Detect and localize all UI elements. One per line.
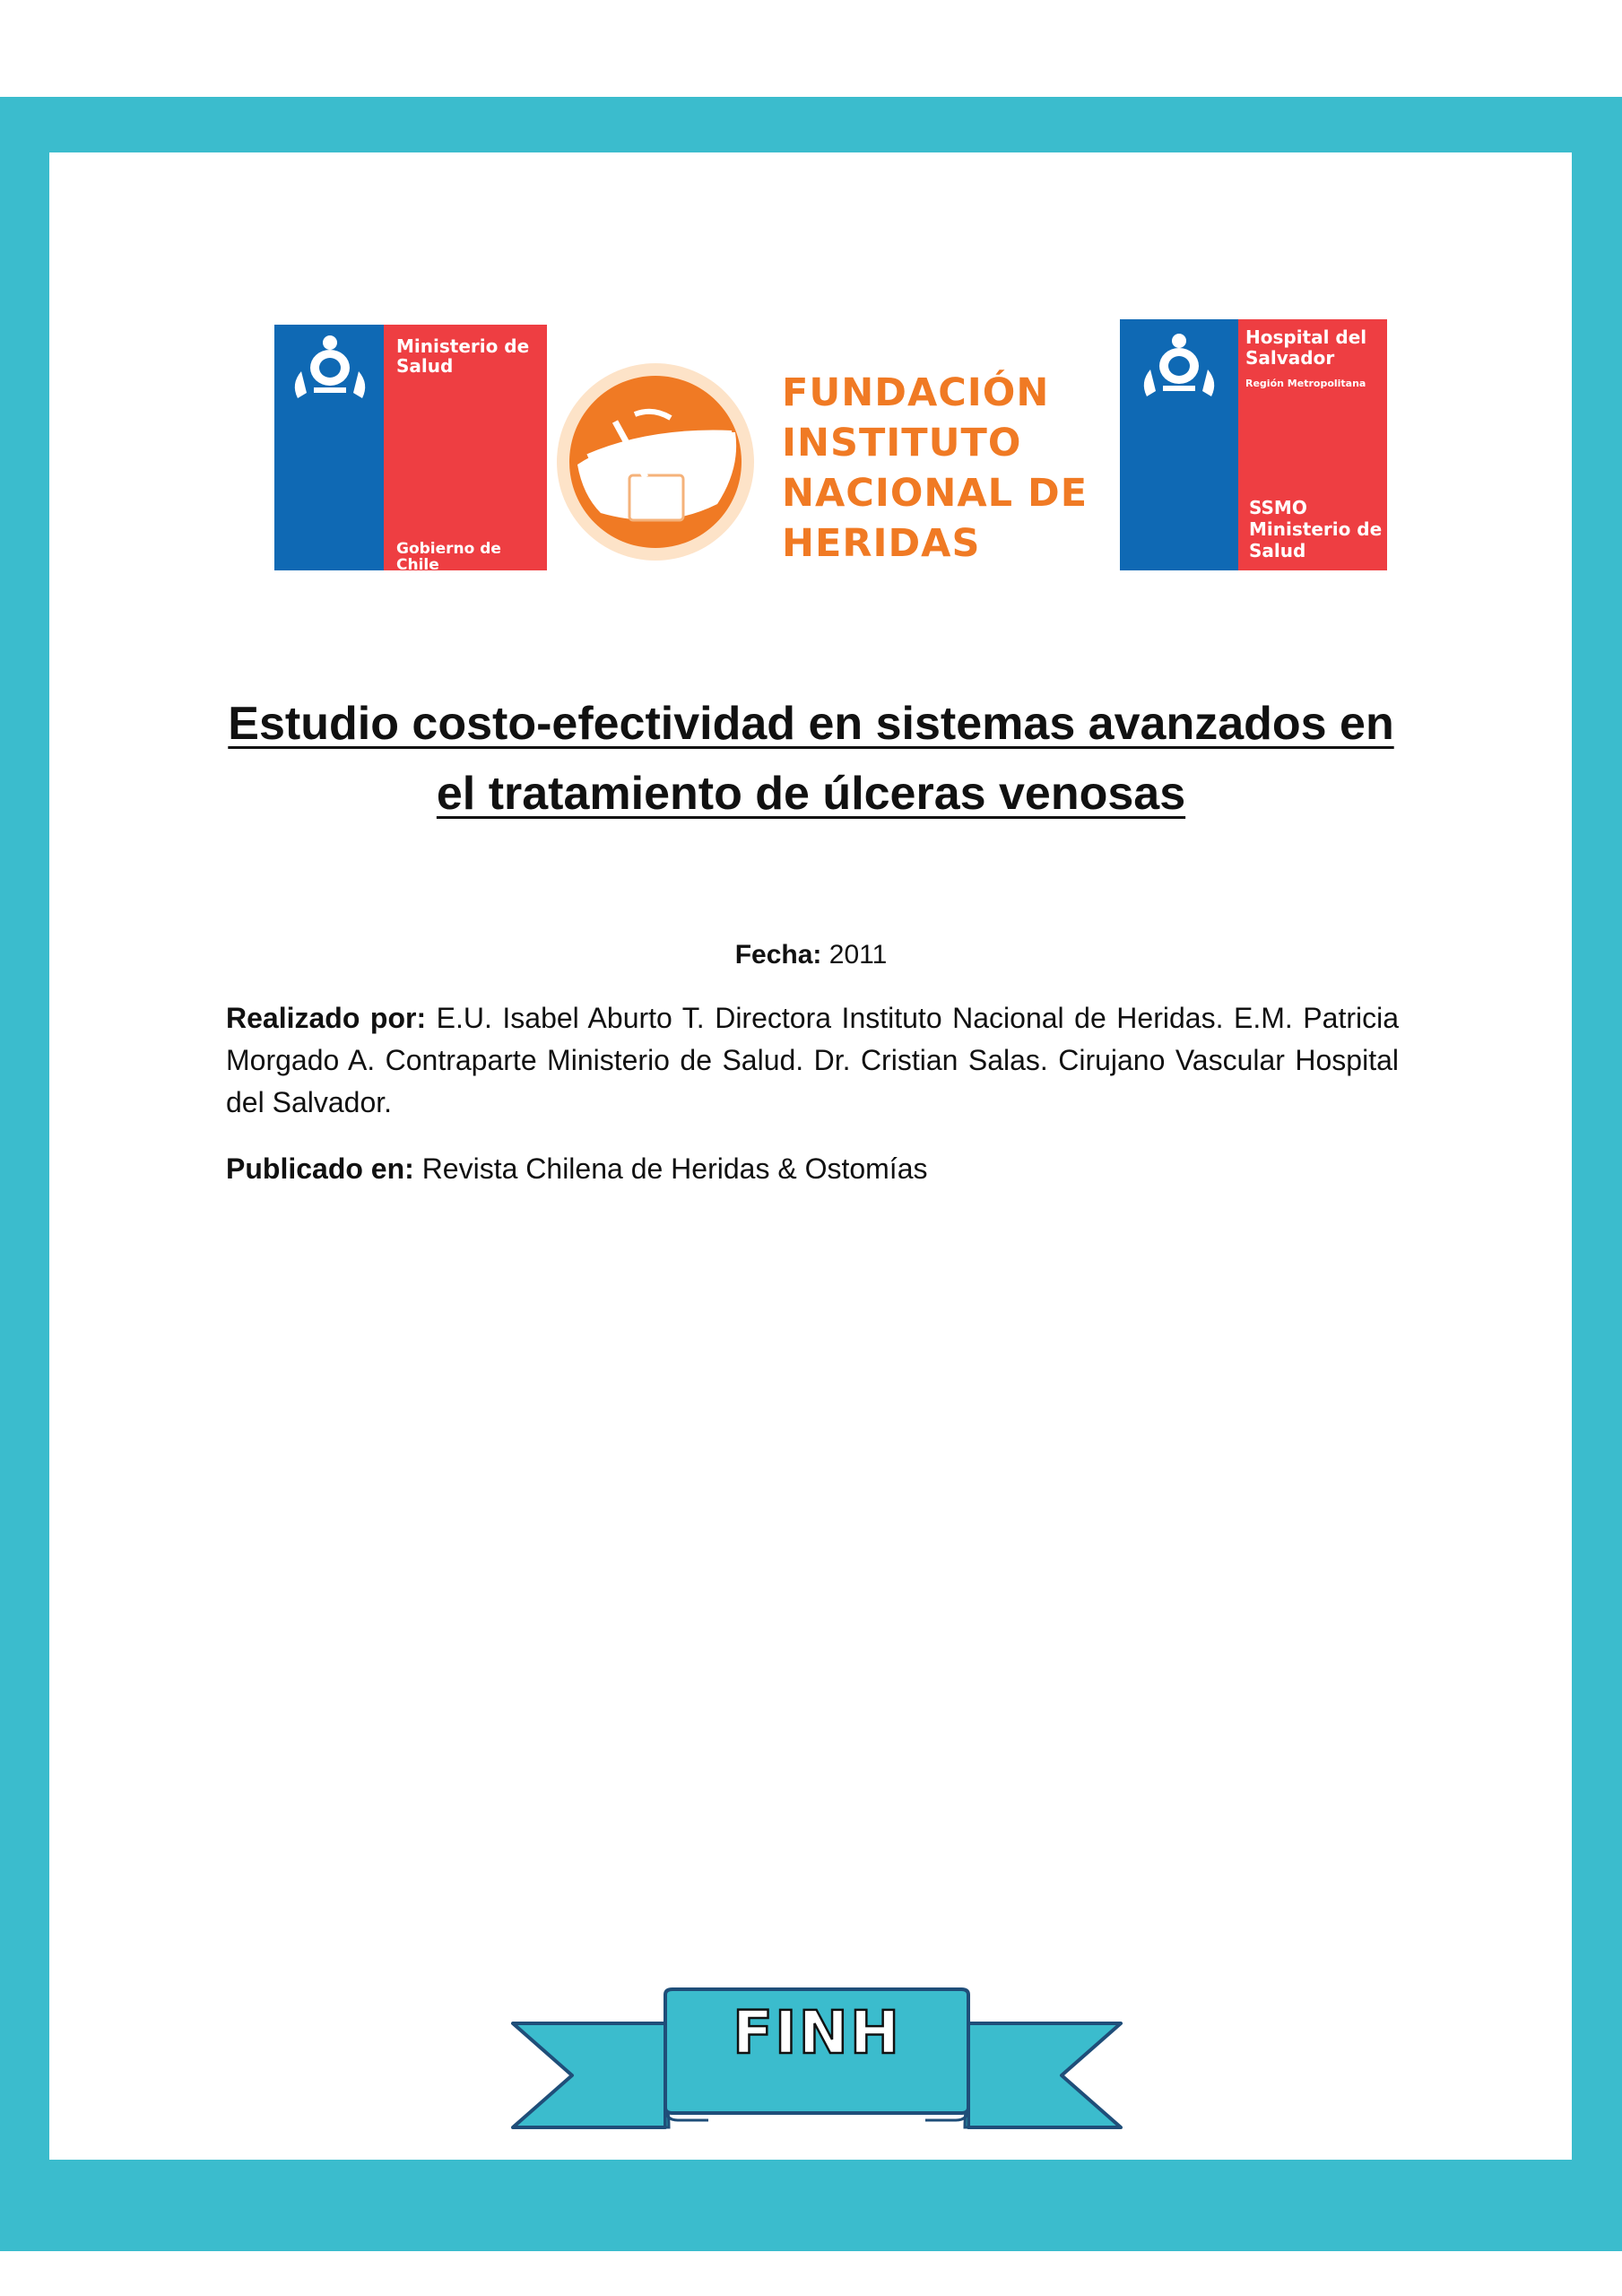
realizado-label: Realizado por: bbox=[226, 1002, 427, 1034]
publicado-paragraph bbox=[226, 1148, 1399, 1190]
ssmo-ministerio-label: Ministerio de bbox=[1249, 518, 1383, 540]
fundacion-name bbox=[782, 368, 1088, 569]
fecha-value: 2011 bbox=[828, 940, 888, 970]
document-title bbox=[179, 689, 1443, 829]
title-line-2: el tratamiento de úlceras venosas bbox=[436, 768, 1186, 820]
ministerio-label-line2: Salud bbox=[396, 355, 454, 377]
wound-care-hand-icon bbox=[552, 359, 759, 565]
publicado-label: Publicado en: bbox=[226, 1152, 414, 1185]
realizado-paragraph bbox=[226, 997, 1399, 1124]
finh-label: FINH bbox=[732, 1998, 902, 2067]
hospital-salvador-logo bbox=[1120, 319, 1387, 570]
fecha-line bbox=[0, 940, 1622, 970]
hospital-label-region: Región Metropolitana bbox=[1245, 378, 1366, 389]
fundacion-line-1: FUNDACIÓN bbox=[782, 370, 1050, 415]
realizado-value: E.U. Isabel Aburto T. Directora Instituto Nacional de Heridas. E.M. Patricia Morgado A. Contraparte Ministerio de Salud. Dr. Cristian Salas. Cirujano Vascular Hospital del Salvador. bbox=[226, 1002, 1400, 1118]
ministerio-label-line1: Ministerio de bbox=[396, 335, 530, 357]
hospital-label-line1: Hospital del bbox=[1245, 326, 1367, 348]
fundacion-line-4: HERIDAS bbox=[782, 521, 981, 566]
finh-ribbon-banner bbox=[511, 1986, 1123, 2135]
fundacion-line-3: NACIONAL DE bbox=[782, 471, 1089, 516]
ssmo-salud-label: Salud bbox=[1249, 540, 1306, 561]
gobierno-de-chile-label: Gobierno de Chile bbox=[396, 540, 501, 574]
publicado-value: Revista Chilena de Heridas & Ostomías bbox=[421, 1152, 928, 1185]
ssmo-label: SSMO bbox=[1249, 497, 1307, 518]
fundacion-line-2: INSTITUTO bbox=[782, 421, 1022, 465]
fecha-label: Fecha: bbox=[734, 940, 822, 970]
ministerio-salud-logo bbox=[274, 325, 547, 574]
fundacion-logo-emblem bbox=[552, 359, 759, 565]
title-line-1: Estudio costo-efectividad en sistemas avanzados en bbox=[228, 698, 1394, 750]
hospital-label-line2: Salvador bbox=[1245, 347, 1335, 369]
